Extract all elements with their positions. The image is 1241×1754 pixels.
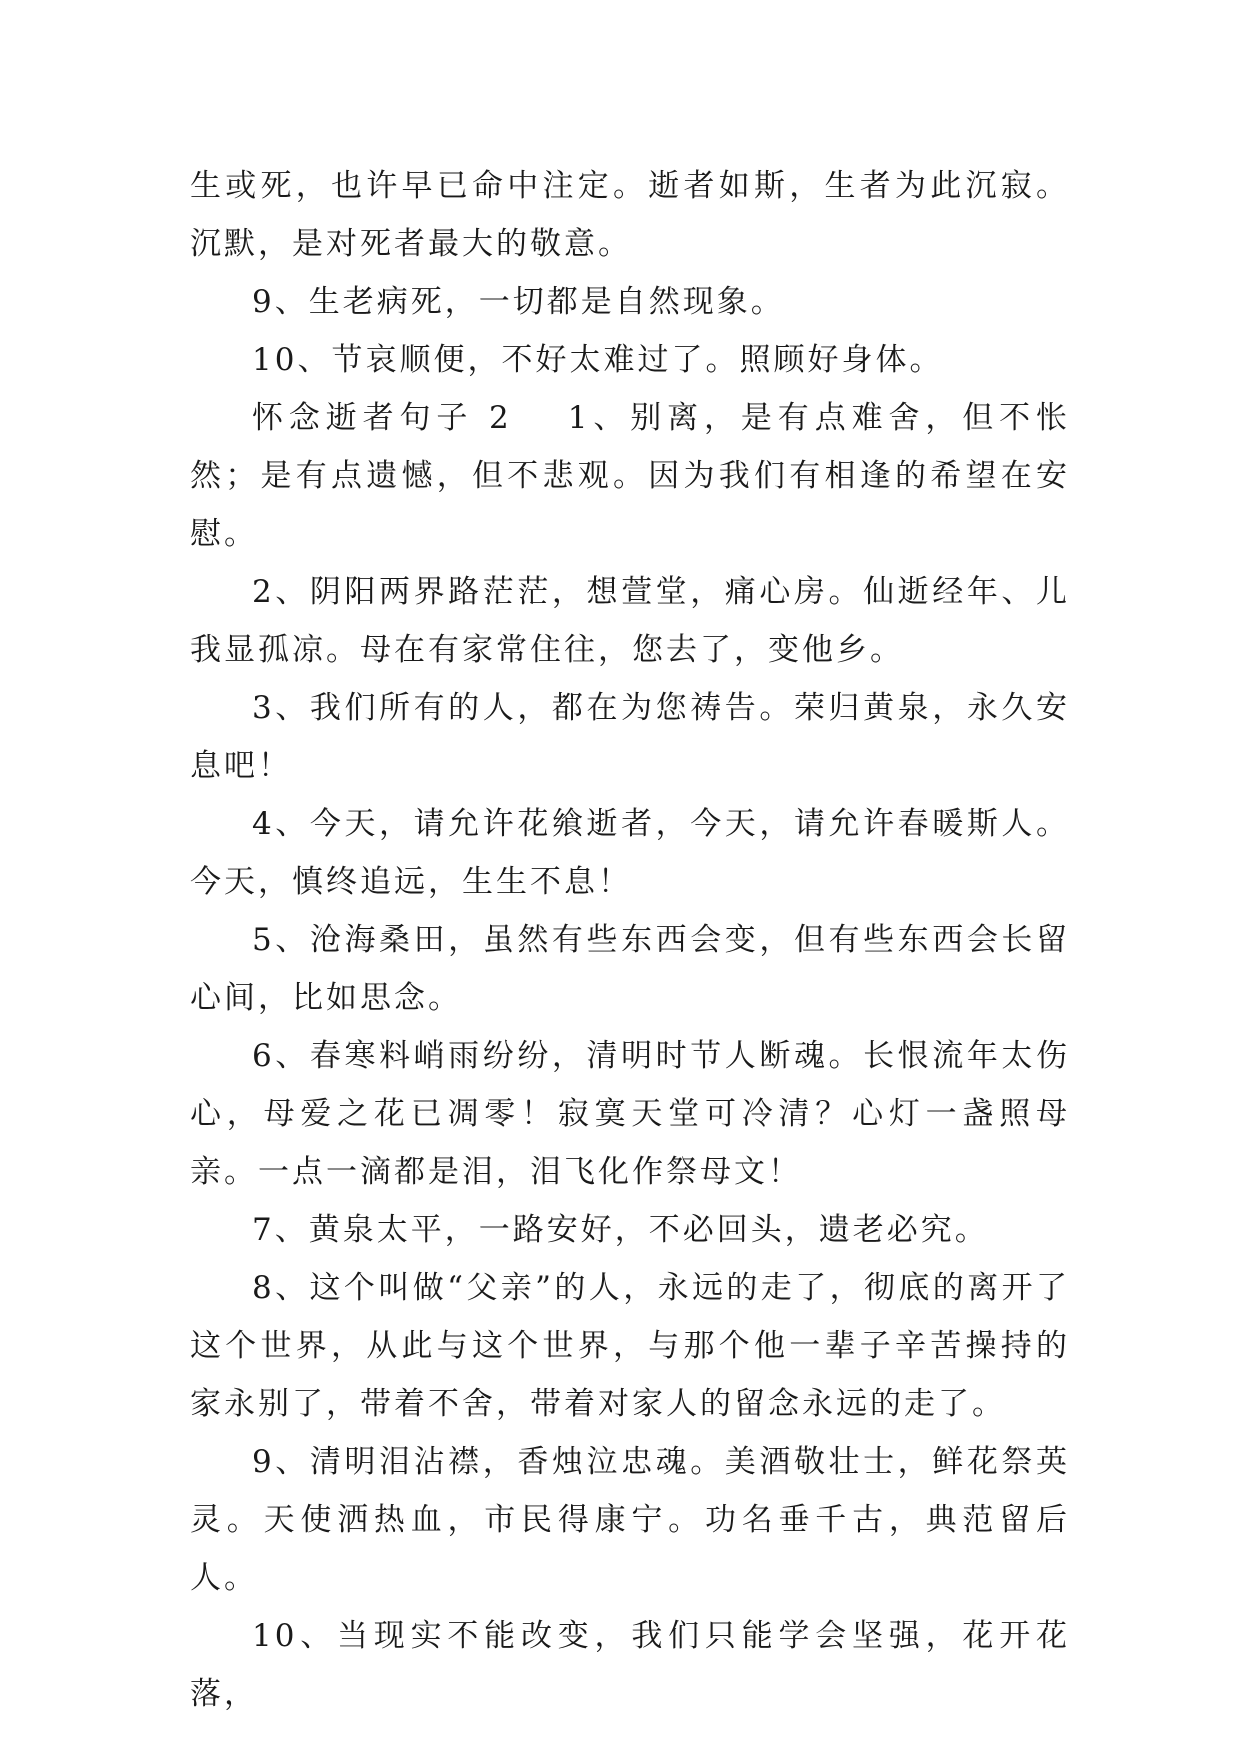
paragraph-item-7: 7、黄泉太平，一路安好，不必回头，遗老必究。 — [252, 1212, 989, 1248]
section-item-1: 1、别离，是有点难舍，但不怅然；是有点遗憾，但不悲观。因为我们有相逢的希望在安慰。 — [190, 400, 1070, 552]
paragraph-section-heading — [190, 389, 1070, 563]
paragraph-item-6: 6、春寒料峭雨纷纷，清明时节人断魂。长恨流年太伤心，母爱之花已凋零！寂寞天堂可冷清？心灯一盏照母亲。一点一滴都是泪，泪飞化作祭母文！ — [190, 1038, 1070, 1190]
paragraph-item-9: 9、生老病死，一切都是自然现象。 — [252, 284, 785, 320]
paragraph-item-10b: 10、当现实不能改变，我们只能学会坚强，花开花落， — [190, 1618, 1070, 1712]
paragraph-item-4: 4、今天，请允许花飨逝者，今天，请允许春暖斯人。今天，慎终追远，生生不息！ — [190, 806, 1070, 900]
document-body — [190, 157, 1070, 1723]
paragraph-item-5: 5、沧海桑田，虽然有些东西会变，但有些东西会长留心间，比如思念。 — [190, 922, 1070, 1016]
section-heading: 怀念逝者句子 2 — [252, 400, 512, 436]
paragraph-item-8: 8、这个叫做“父亲”的人，永远的走了，彻底的离开了这个世界，从此与这个世界，与那个他一辈子辛苦操持的家永别了，带着不舍，带着对家人的留念永远的走了。 — [190, 1270, 1070, 1422]
paragraph-item-2: 2、阴阳两界路茫茫，想萱堂，痛心房。仙逝经年、儿我显孤凉。母在有家常住往，您去了，变他乡。 — [190, 574, 1070, 668]
paragraph-item-9b: 9、清明泪沾襟，香烛泣忠魂。美酒敬壮士，鲜花祭英灵。天使洒热血，市民得康宁。功名垂千古，典范留后人。 — [190, 1444, 1070, 1596]
paragraph-item-3: 3、我们所有的人，都在为您祷告。荣归黄泉，永久安息吧！ — [190, 690, 1070, 784]
paragraph-item-10: 10、节哀顺便，不好太难过了。照顾好身体。 — [252, 342, 944, 378]
paragraph-continued: 生或死，也许早已命中注定。逝者如斯，生者为此沉寂。沉默，是对死者最大的敬意。 — [190, 168, 1070, 262]
